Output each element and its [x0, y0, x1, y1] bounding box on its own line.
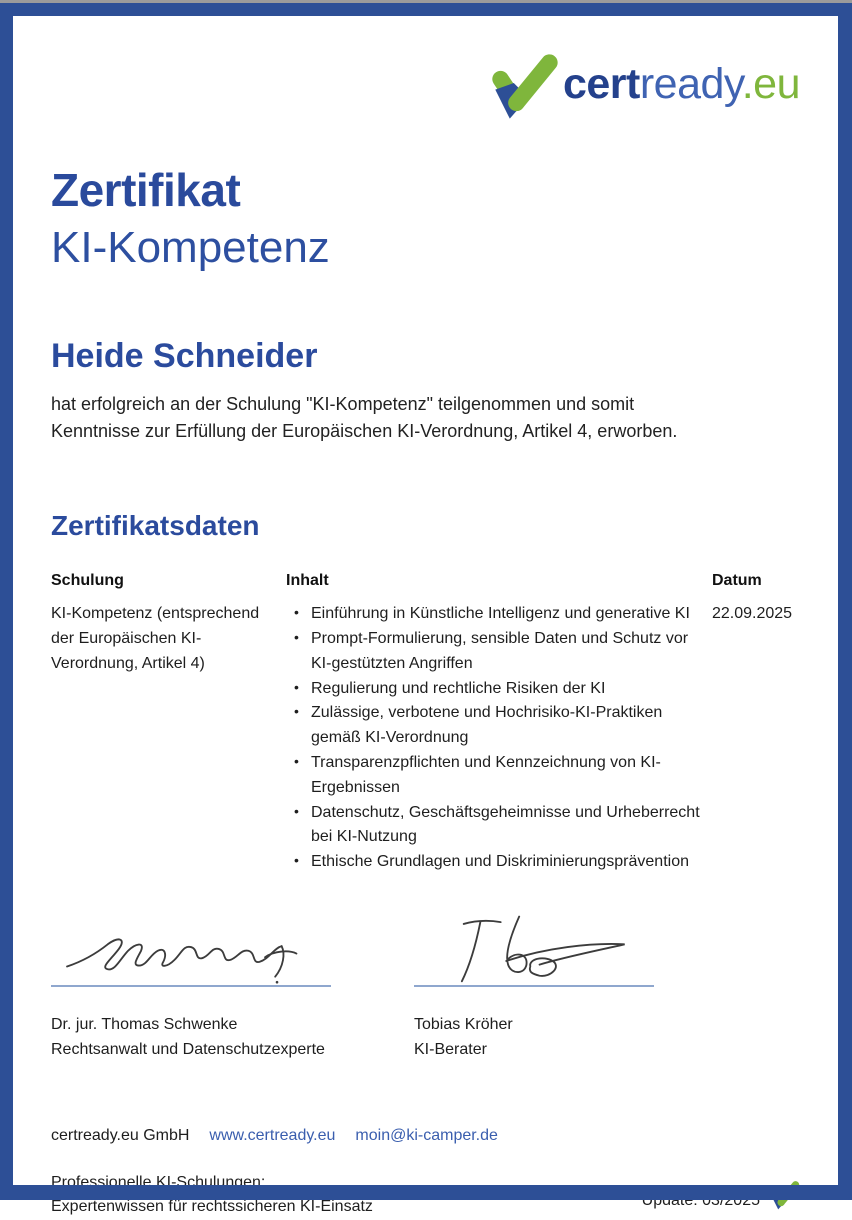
signatory-name: Tobias Kröher	[414, 1015, 513, 1033]
wordmark-cert: cert	[562, 59, 640, 108]
inhalt-item: • Datenschutz, Geschäftsgeheimnisse und Urheberrecht bei KI-Nutzung	[294, 801, 702, 851]
inhalt-item: • Transparenzpflichten und Kennzeichnung von KI-Ergebnissen	[294, 751, 702, 801]
column-header-schulung: Schulung	[51, 572, 124, 590]
datum-value: 22.09.2025	[712, 605, 793, 623]
brand-wordmark	[562, 59, 800, 112]
inhalt-item: • Ethische Grundlagen und Diskriminierungsprävention	[294, 850, 702, 875]
inhalt-item: • Einführung in Künstliche Intelligenz und generative KI	[294, 602, 702, 627]
update-badge	[642, 1181, 800, 1220]
tagline-line1: Professionelle KI-Schulungen:	[51, 1173, 266, 1191]
signature-schwenke-image	[51, 911, 331, 985]
signatory-role: KI-Berater	[414, 1040, 487, 1058]
inhalt-item: • Prompt-Formulierung, sensible Daten und Schutz vor KI-gestützten Angriffen	[294, 627, 702, 677]
signatory-role: Rechtsanwalt und Datenschutzexperte	[51, 1040, 325, 1058]
certificate-data-table	[51, 572, 800, 875]
inhalt-item: • Zulässige, verbotene und Hochrisiko-KI-Praktiken gemäß KI-Verordnung	[294, 701, 702, 751]
column-header-datum: Datum	[712, 572, 762, 590]
inhalt-value	[286, 602, 712, 875]
website-link[interactable]: www.certready.eu	[209, 1126, 336, 1144]
footer-tagline	[51, 1171, 373, 1220]
schulung-value: KI-Kompetenz (entsprechend der Europäischen KI-Verordnung, Artikel 4)	[51, 605, 260, 672]
footer-tagline-row	[51, 1171, 800, 1220]
company-name: certready.eu GmbH	[51, 1126, 190, 1144]
footer-contact-row	[51, 1127, 800, 1145]
certificate-subtitle: KI-Kompetenz	[51, 222, 330, 272]
wordmark-eu: .eu	[741, 59, 800, 108]
email-link[interactable]: moin@ki-camper.de	[355, 1126, 498, 1144]
certificate-title: Zertifikat	[51, 164, 241, 216]
signature-line	[414, 985, 654, 987]
signature-block-kroeher	[414, 911, 754, 1063]
signature-kroeher-image	[414, 911, 654, 985]
update-text: Update: 03/2025	[641, 1191, 760, 1209]
certificate-statement: hat erfolgreich an der Schulung "KI-Kompetenz" teilgenommen und somit Kenntnisse zur Erfüllung der Europäischen KI-Verordnung, Artikel 4, erworben.	[51, 394, 678, 442]
checkmark-heart-icon-small	[768, 1181, 800, 1210]
checkmark-heart-icon	[487, 54, 559, 120]
section-heading-zertifikatsdaten: Zertifikatsdaten	[51, 510, 260, 542]
signature-block-schwenke	[51, 911, 414, 1063]
certificate-page	[13, 16, 838, 1216]
viewer-top-edge	[0, 0, 852, 3]
column-header-inhalt: Inhalt	[286, 572, 329, 590]
tagline-line2: Expertenwissen für rechtssicheren KI-Einsatz	[51, 1198, 373, 1216]
brand-logo	[51, 53, 800, 121]
signatures-row	[51, 911, 800, 1063]
inhalt-item: • Regulierung und rechtliche Risiken der KI	[294, 677, 702, 702]
recipient-name: Heide Schneider	[51, 336, 318, 375]
signature-line	[51, 985, 331, 987]
wordmark-ready: ready	[639, 59, 742, 108]
inhalt-bullet-list	[286, 602, 712, 875]
signatory-name: Dr. jur. Thomas Schwenke	[51, 1015, 238, 1033]
